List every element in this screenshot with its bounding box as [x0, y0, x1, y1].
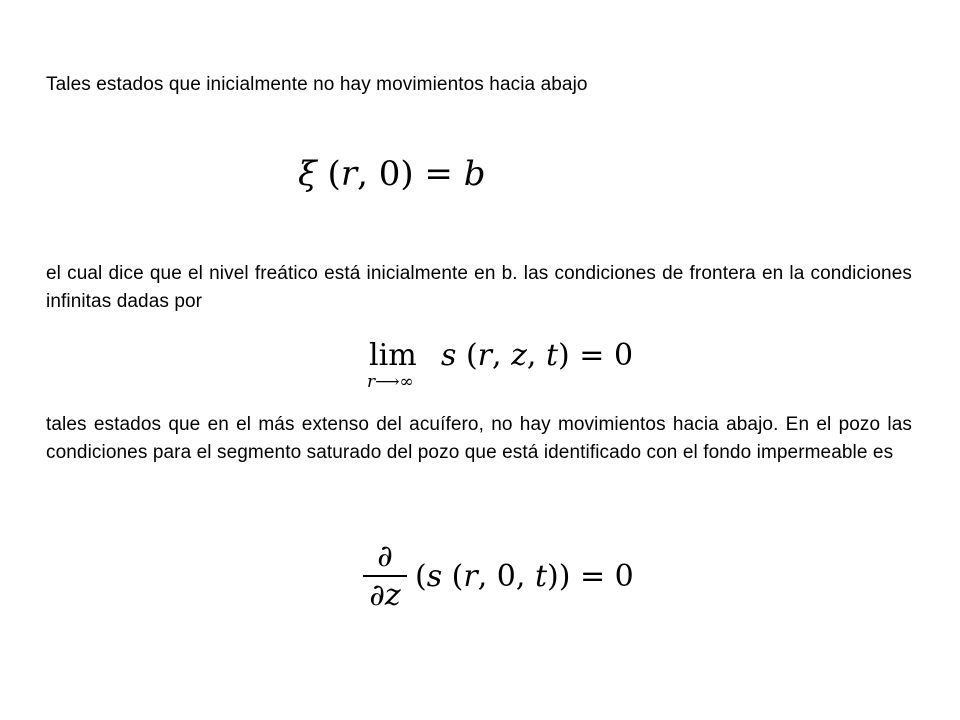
eq3-denominator [363, 578, 407, 614]
eq2-close-paren: ) [558, 338, 570, 373]
eq2-lim: lim [369, 338, 417, 373]
eq2-sub-arrow: ⟶ [375, 372, 400, 392]
eq2-s: s [441, 338, 457, 373]
eq2-z: z [511, 338, 527, 373]
eq2-sub-r: r [367, 372, 376, 392]
eq3-expression [415, 559, 634, 595]
eq1-open-paren: ( [316, 154, 341, 194]
eq1-b: b [463, 154, 486, 194]
eq1-equals: = [413, 154, 464, 194]
eq3-s: s [426, 559, 443, 594]
eq3-r: r [463, 559, 478, 594]
eq2-equals-zero: = 0 [569, 338, 634, 373]
eq3-partial-denominator: ∂ [369, 578, 385, 613]
eq2-comma-2: , [526, 338, 546, 373]
eq3-fraction-bar [363, 575, 407, 577]
eq3-partial-numerator: ∂ [377, 539, 393, 574]
eq3-close-parens: )) [547, 559, 571, 594]
eq2-expression [441, 338, 633, 374]
equation-partial-derivative [363, 539, 634, 620]
eq2-t: t [545, 338, 559, 373]
eq2-open-paren: ( [456, 338, 478, 373]
eq2-r: r [477, 338, 492, 373]
paragraph-well-condition: tales estados que en el más extenso del acuífero, no hay movimientos hacia abajo. En el pozo las condiciones para el segmento saturado del pozo que está identificado con el fondo impermeable es [46, 414, 912, 463]
eq3-z: z [384, 578, 401, 613]
eq1-comma-zero: , 0) [357, 154, 414, 194]
eq1-r: r [340, 154, 358, 194]
eq2-sub-infinity: ∞ [399, 372, 414, 392]
eq3-fraction [363, 540, 407, 614]
eq3-t: t [534, 559, 548, 594]
eq2-subscript [367, 372, 414, 392]
eq3-open-paren-2: ( [442, 559, 464, 594]
equation-initial-water-table [298, 154, 485, 194]
eq3-zero: , 0, [477, 559, 535, 594]
eq2-comma-1: , [492, 338, 512, 373]
paragraph-initial-condition: Tales estados que inicialmente no hay movimientos hacia abajo [46, 74, 588, 95]
paragraph-boundary-conditions: el cual dice que el nivel freático está inicialmente en b. las condiciones de frontera en la condiciones infinitas dadas por [46, 263, 912, 312]
eq1-xi: ξ [298, 154, 317, 194]
eq3-equals-zero: = 0 [570, 559, 634, 594]
equation-limit-infinity [367, 338, 634, 398]
eq3-open-paren: ( [415, 559, 427, 594]
